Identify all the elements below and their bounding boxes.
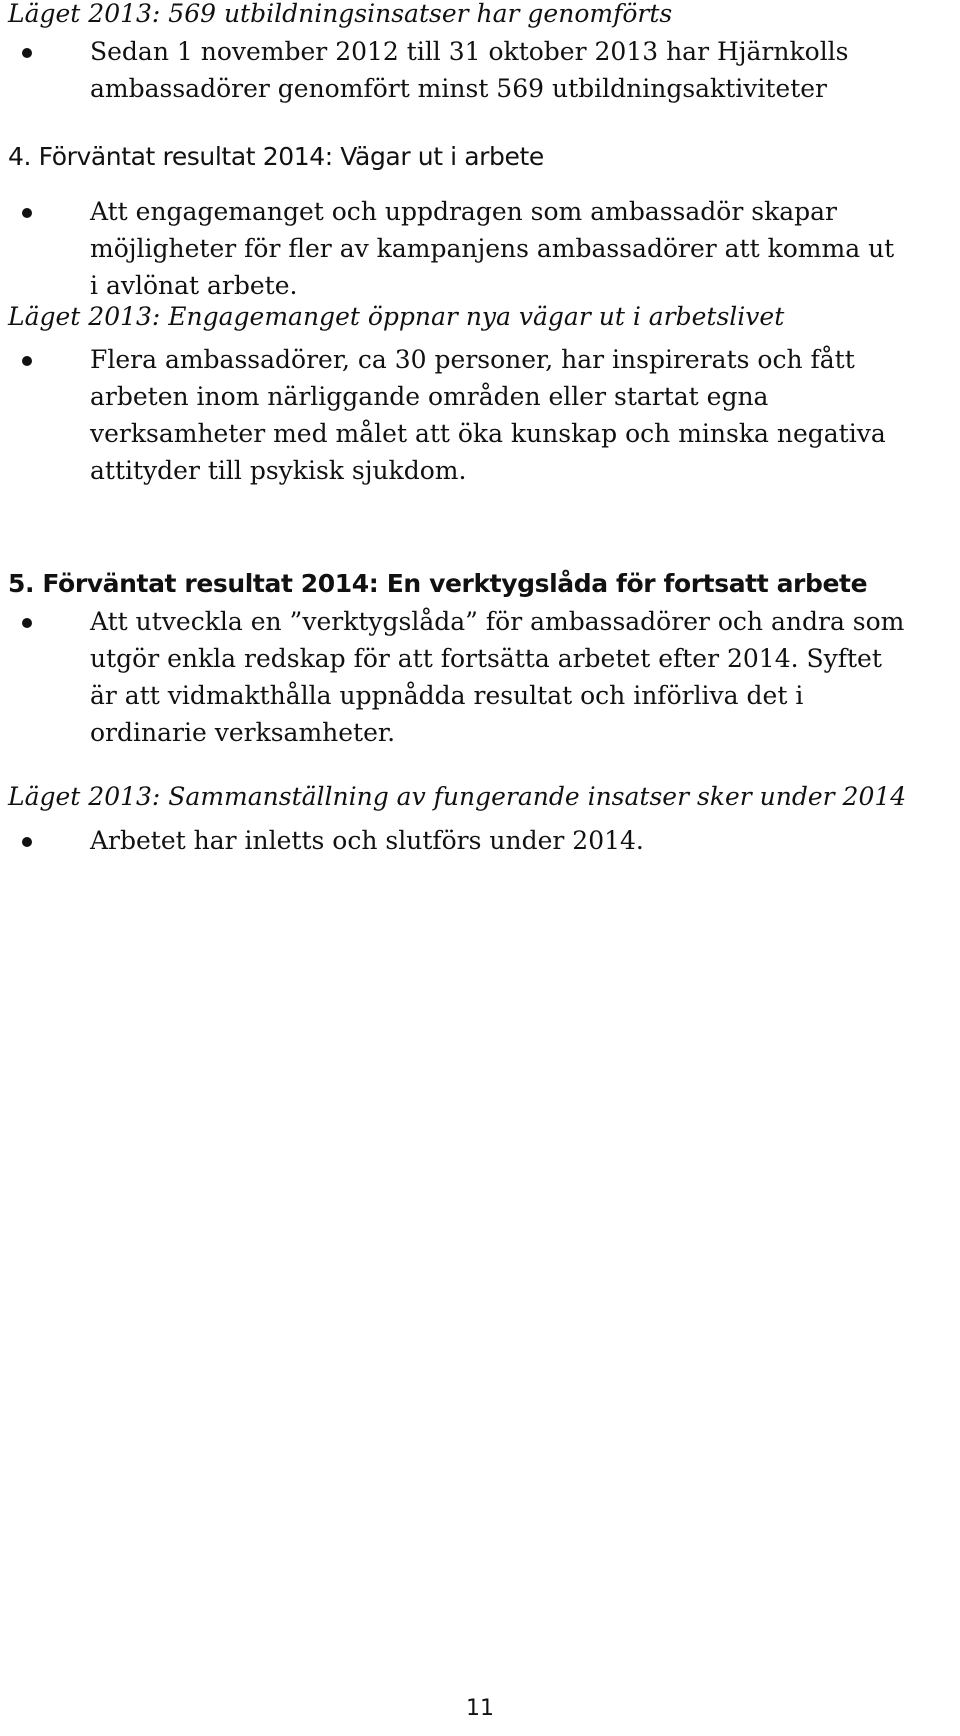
page-number: 11 xyxy=(466,1696,494,1721)
status-line-sammanstallning: Läget 2013: Sammanställning av fungerande insatser sker under 2014 xyxy=(8,782,907,811)
bullet-icon xyxy=(22,208,32,218)
bullet-icon xyxy=(22,48,32,58)
list-item-text: Att engagemanget och uppdragen som ambassadör skapar möjligheter för fler av kampanjens ambassadörer att komma ut i avlönat arbete. xyxy=(90,197,895,300)
list-item-text: Att utveckla en ”verktygslåda” för ambassadörer och andra som utgör enkla redskap för att fortsätta arbetet efter 2014. Syftet är att vidmakthålla uppnådda resultat och införliva det i ordinarie verksamheter. xyxy=(90,607,905,747)
status-line-nya-vagar: Läget 2013: Engagemanget öppnar nya vägar ut i arbetslivet xyxy=(8,302,785,331)
bullet-icon xyxy=(22,356,32,366)
section-5-heading: 5. Förväntat resultat 2014: En verktygslåda för fortsatt arbete xyxy=(8,569,868,598)
list-item-text: Arbetet har inletts och slutförs under 2014. xyxy=(90,826,644,855)
bullet-icon xyxy=(22,837,32,847)
section-4-heading: 4. Förväntat resultat 2014: Vägar ut i arbete xyxy=(8,142,544,171)
bullet-icon xyxy=(22,618,32,628)
list-item-text: Sedan 1 november 2012 till 31 oktober 2013 har Hjärnkolls ambassadörer genomfört minst 569 utbildningsaktiviteter xyxy=(90,37,849,103)
list-item-text: Flera ambassadörer, ca 30 personer, har inspirerats och fått arbeten inom närliggande områden eller startat egna verksamheter med målet att öka kunskap och minska negativa attityder till psykisk sjukdom. xyxy=(90,345,886,485)
status-line-569-insatser: Läget 2013: 569 utbildningsinsatser har genomförts xyxy=(8,0,673,28)
